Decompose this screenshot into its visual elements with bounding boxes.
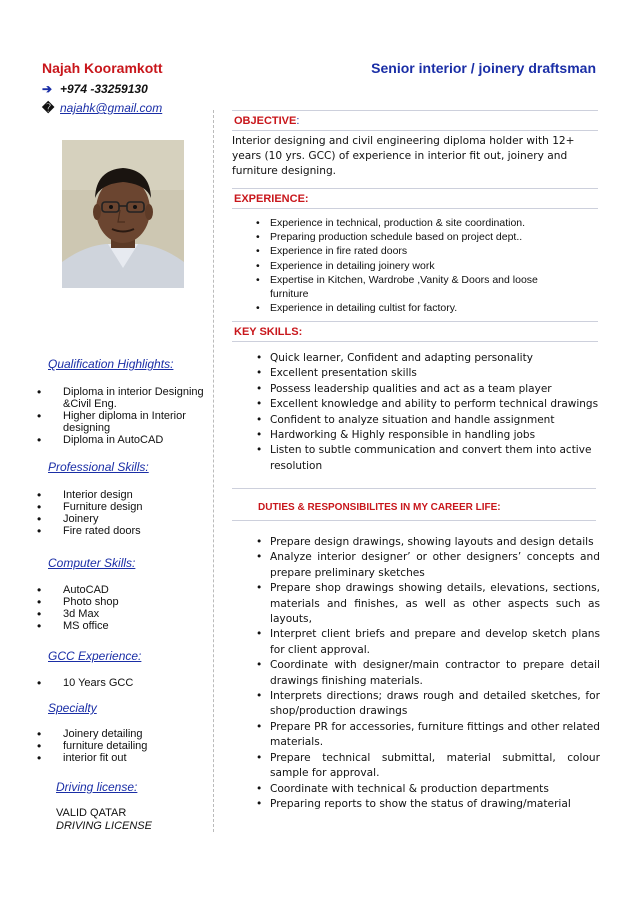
professional-skills-heading: Professional Skills: [48,460,149,474]
phone-line [42,82,148,96]
list-item: • interior fit out [36,752,206,764]
list-item: • Fire rated doors [36,525,206,537]
qualification-list [36,386,206,446]
driving-license-value-2: DRIVING LICENSE [56,820,152,832]
driving-license-value-1: VALID QATAR [56,807,127,819]
list-item: • Joinery [36,513,206,525]
list-item: • Prepare shop drawings showing details, elevations, sections, materials and finishes, as well as other aspects such as layouts, [254,581,600,627]
list-item: • Experience in fire rated doors [254,244,564,258]
key-skills-heading: KEY SKILLS: [232,321,598,342]
computer-skills-heading: Computer Skills: [48,556,136,570]
job-title: Senior interior / joinery draftsman [371,60,596,76]
computer-skills-list [36,584,206,632]
phone-number: +974 -33259130 [60,82,148,96]
list-item: • Prepare design drawings, showing layouts and design details [254,535,600,550]
list-item: • Furniture design [36,501,206,513]
qualification-heading: Qualification Highlights: [48,357,174,371]
list-item: • Diploma in interior Designing &Civil Eng. [36,386,206,410]
list-item: • AutoCAD [36,584,206,596]
list-item: • Experience in detailing cultist for factory. [254,301,564,315]
email-link[interactable]: najahk@gmail.com [60,101,163,115]
list-item: • Photo shop [36,596,206,608]
key-skills-list [254,351,600,474]
list-item: • Prepare PR for accessories, furniture fittings and other related materials. [254,720,600,751]
column-divider [213,110,214,832]
candidate-name: Najah Kooramkott [42,60,163,76]
phone-icon: ➔ [42,82,53,96]
duties-list [254,535,600,812]
specialty-heading: Specialty [48,701,97,715]
list-item: • Excellent presentation skills [254,366,600,381]
objective-text: Interior designing and civil engineering diploma holder with 12+ years (10 yrs. GCC) of experience in interior fit out, joinery and furniture designing. [232,135,575,177]
email-line [42,101,162,115]
list-item: • MS office [36,620,206,632]
list-item: • Interprets directions; draws rough and detailed sketches, for shop/production drawings [254,689,600,720]
list-item: • Prepare technical submittal, material submittal, colour sample for approval. [254,751,600,782]
list-item: • Preparing production schedule based on project dept.. [254,230,564,244]
list-item: • Higher diploma in Interior designing [36,410,206,434]
experience-heading: EXPERIENCE: [232,188,598,209]
list-item: • Experience in technical, production & site coordination. [254,216,564,230]
list-item: • Interpret client briefs and prepare and develop sketch plans for client approval. [254,627,600,658]
list-item: • Coordinate with technical & production departments [254,782,600,797]
list-item: • Expertise in Kitchen, Wardrobe ,Vanity & Doors and loose furniture [254,273,564,301]
specialty-list [36,728,206,764]
list-item: • Listen to subtle communication and convert them into active resolution [254,443,600,474]
portrait-icon [62,140,184,288]
list-item: • Coordinate with designer/main contractor to prepare detail drawings finishing materials. [254,658,600,689]
list-item: • Preparing reports to show the status of drawing/material [254,797,600,812]
list-item: • Hardworking & Highly responsible in handling jobs [254,428,600,443]
list-item: • Diploma in AutoCAD [36,434,206,446]
experience-list [254,216,564,315]
list-item: • Confident to analyze situation and handle assignment [254,413,600,428]
duties-bottom-rule [232,520,596,521]
driving-license-heading: Driving license: [56,780,138,794]
gcc-experience-list [36,677,206,689]
objective-heading-label: OBJECTIVE [234,115,297,127]
list-item: • Analyze interior designer’ or other designers’ concepts and prepare preliminary sketches [254,550,600,581]
duties-heading: DUTIES & RESPONSIBILITES IN MY CAREER LIFE: [258,502,501,513]
list-item: • 3d Max [36,608,206,620]
list-item: • Excellent knowledge and ability to perform technical drawings [254,397,600,412]
list-item: • Experience in detailing joinery work [254,259,564,273]
portrait-photo [62,140,184,288]
duties-top-rule [232,488,596,489]
list-item: • Joinery detailing [36,728,206,740]
list-item: • Interior design [36,489,206,501]
list-item: • furniture detailing [36,740,206,752]
list-item: • 10 Years GCC [36,677,206,689]
professional-skills-list [36,489,206,537]
list-item: • Quick learner, Confident and adapting personality [254,351,600,366]
email-icon: � [42,101,55,115]
objective-heading [232,110,598,131]
objective-heading-colon: : [296,115,300,127]
list-item: • Possess leadership qualities and act as a team player [254,382,600,397]
gcc-experience-heading: GCC Experience: [48,649,142,663]
